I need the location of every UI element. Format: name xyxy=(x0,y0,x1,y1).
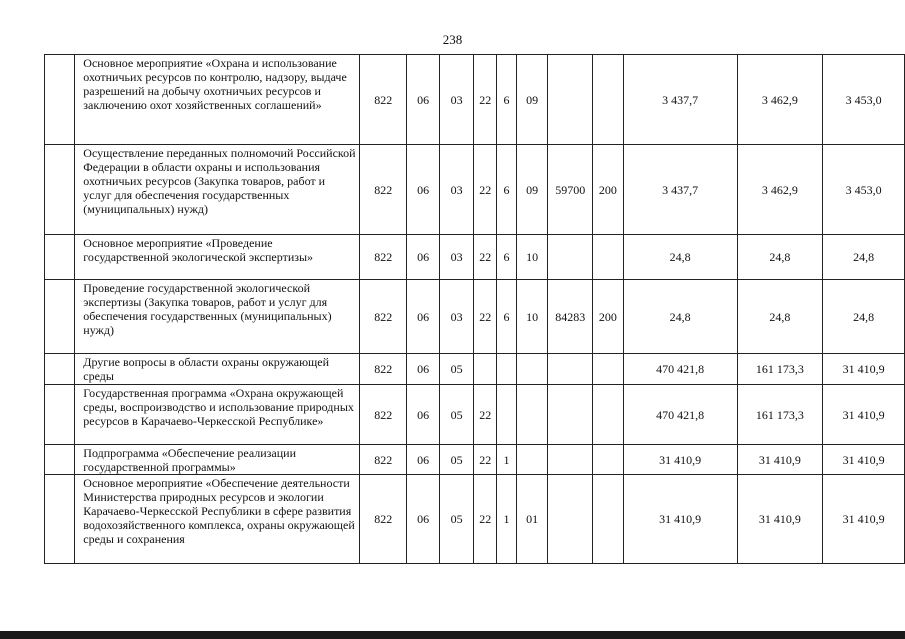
cell-subsection: 05 xyxy=(439,354,473,385)
cell-amount-year-2: 31 410,9 xyxy=(737,475,823,564)
cell-direction: 59700 xyxy=(548,145,593,235)
row-name: Основное мероприятие «Обеспечение деятельности Министерства природных ресурсов и экологии Карачаево-Черкесской Республики в сфере развития водохозяйственного комплекса, охраны окружающей среды и сохранения xyxy=(75,475,360,564)
cell-admin-code: 822 xyxy=(360,235,407,280)
cell-amount-year-3: 31 410,9 xyxy=(823,385,905,445)
cell-amount-year-3: 31 410,9 xyxy=(823,354,905,385)
table-row xyxy=(45,235,905,280)
cell-program: 22 xyxy=(474,475,497,564)
cell-subprogram xyxy=(497,354,517,385)
cell-amount-year-1: 3 437,7 xyxy=(623,55,737,145)
cell-program: 22 xyxy=(474,280,497,354)
cell-admin-code: 822 xyxy=(360,385,407,445)
cell-amount-year-1: 3 437,7 xyxy=(623,145,737,235)
cell-direction xyxy=(548,55,593,145)
table-row xyxy=(45,385,905,445)
cell-direction xyxy=(548,235,593,280)
cell-section: 06 xyxy=(407,235,440,280)
cell-program: 22 xyxy=(474,445,497,475)
cell-amount-year-3: 3 453,0 xyxy=(823,55,905,145)
cell-direction xyxy=(548,354,593,385)
table-row xyxy=(45,55,905,145)
cell-program: 22 xyxy=(474,55,497,145)
scan-edge-bar xyxy=(0,631,905,639)
cell-main-activity xyxy=(516,445,548,475)
table-row xyxy=(45,475,905,564)
row-blank-cell xyxy=(45,354,75,385)
cell-subprogram: 6 xyxy=(497,55,517,145)
row-blank-cell xyxy=(45,235,75,280)
cell-direction xyxy=(548,475,593,564)
cell-expense-type xyxy=(593,55,624,145)
cell-subprogram: 6 xyxy=(497,145,517,235)
cell-amount-year-2: 3 462,9 xyxy=(737,145,823,235)
cell-expense-type xyxy=(593,475,624,564)
cell-amount-year-1: 31 410,9 xyxy=(623,475,737,564)
cell-program: 22 xyxy=(474,235,497,280)
row-blank-cell xyxy=(45,280,75,354)
cell-subsection: 05 xyxy=(439,445,473,475)
cell-section: 06 xyxy=(407,145,440,235)
cell-main-activity xyxy=(516,385,548,445)
budget-table xyxy=(44,54,905,564)
cell-amount-year-2: 24,8 xyxy=(737,280,823,354)
cell-main-activity: 01 xyxy=(516,475,548,564)
cell-section: 06 xyxy=(407,280,440,354)
cell-expense-type xyxy=(593,354,624,385)
cell-amount-year-2: 3 462,9 xyxy=(737,55,823,145)
row-name: Государственная программа «Охрана окружающей среды, воспроизводство и использование природных ресурсов в Карачаево-Черкесской Республике» xyxy=(75,385,360,445)
cell-amount-year-1: 24,8 xyxy=(623,280,737,354)
cell-section: 06 xyxy=(407,385,440,445)
row-blank-cell xyxy=(45,55,75,145)
cell-expense-type xyxy=(593,385,624,445)
cell-amount-year-3: 3 453,0 xyxy=(823,145,905,235)
cell-main-activity: 10 xyxy=(516,235,548,280)
row-blank-cell xyxy=(45,385,75,445)
page-number: 238 xyxy=(442,32,463,47)
cell-program xyxy=(474,354,497,385)
cell-amount-year-1: 24,8 xyxy=(623,235,737,280)
cell-admin-code: 822 xyxy=(360,280,407,354)
cell-section: 06 xyxy=(407,445,440,475)
cell-amount-year-1: 470 421,8 xyxy=(623,354,737,385)
cell-amount-year-1: 470 421,8 xyxy=(623,385,737,445)
cell-direction: 84283 xyxy=(548,280,593,354)
row-name: Подпрограмма «Обеспечение реализации государственной программы» xyxy=(75,445,360,475)
cell-main-activity: 09 xyxy=(516,145,548,235)
cell-subsection: 05 xyxy=(439,475,473,564)
cell-admin-code: 822 xyxy=(360,354,407,385)
cell-subsection: 03 xyxy=(439,145,473,235)
cell-direction xyxy=(548,445,593,475)
cell-main-activity: 10 xyxy=(516,280,548,354)
cell-main-activity xyxy=(516,354,548,385)
row-name: Осуществление переданных полномочий Российской Федерации в области охраны и использования охотничьих ресурсов (Закупка товаров, работ и услуг для обеспечения государственных (муниципальных) нужд) xyxy=(75,145,360,235)
cell-subprogram: 6 xyxy=(497,235,517,280)
cell-section: 06 xyxy=(407,475,440,564)
cell-subsection: 05 xyxy=(439,385,473,445)
cell-expense-type: 200 xyxy=(593,280,624,354)
cell-admin-code: 822 xyxy=(360,475,407,564)
row-name: Основное мероприятие «Проведение государственной экологической экспертизы» xyxy=(75,235,360,280)
cell-expense-type xyxy=(593,445,624,475)
cell-main-activity: 09 xyxy=(516,55,548,145)
row-name: Основное мероприятие «Охрана и использование охотничьих ресурсов по контролю, надзору, выдаче разрешений на добычу охотничьих ресурсов и заключению охот хозяйственных соглашений» xyxy=(75,55,360,145)
cell-amount-year-3: 31 410,9 xyxy=(823,445,905,475)
cell-direction xyxy=(548,385,593,445)
table-row xyxy=(45,280,905,354)
row-name: Другие вопросы в области охраны окружающей среды xyxy=(75,354,360,385)
cell-amount-year-3: 24,8 xyxy=(823,280,905,354)
cell-subprogram xyxy=(497,385,517,445)
table-row xyxy=(45,145,905,235)
cell-subsection: 03 xyxy=(439,55,473,145)
cell-amount-year-2: 161 173,3 xyxy=(737,385,823,445)
cell-section: 06 xyxy=(407,354,440,385)
cell-admin-code: 822 xyxy=(360,145,407,235)
cell-expense-type: 200 xyxy=(593,145,624,235)
row-blank-cell xyxy=(45,445,75,475)
cell-expense-type xyxy=(593,235,624,280)
cell-amount-year-3: 24,8 xyxy=(823,235,905,280)
cell-subsection: 03 xyxy=(439,280,473,354)
cell-subprogram: 1 xyxy=(497,445,517,475)
table-row xyxy=(45,445,905,475)
cell-program: 22 xyxy=(474,385,497,445)
table-row xyxy=(45,354,905,385)
cell-amount-year-2: 24,8 xyxy=(737,235,823,280)
row-name: Проведение государственной экологической экспертизы (Закупка товаров, работ и услуг для обеспечения государственных (муниципальных) нужд) xyxy=(75,280,360,354)
cell-program: 22 xyxy=(474,145,497,235)
cell-subprogram: 1 xyxy=(497,475,517,564)
cell-subsection: 03 xyxy=(439,235,473,280)
row-blank-cell xyxy=(45,145,75,235)
cell-amount-year-1: 31 410,9 xyxy=(623,445,737,475)
cell-amount-year-2: 161 173,3 xyxy=(737,354,823,385)
cell-section: 06 xyxy=(407,55,440,145)
cell-amount-year-3: 31 410,9 xyxy=(823,475,905,564)
cell-amount-year-2: 31 410,9 xyxy=(737,445,823,475)
cell-subprogram: 6 xyxy=(497,280,517,354)
cell-admin-code: 822 xyxy=(360,55,407,145)
cell-admin-code: 822 xyxy=(360,445,407,475)
row-blank-cell xyxy=(45,475,75,564)
